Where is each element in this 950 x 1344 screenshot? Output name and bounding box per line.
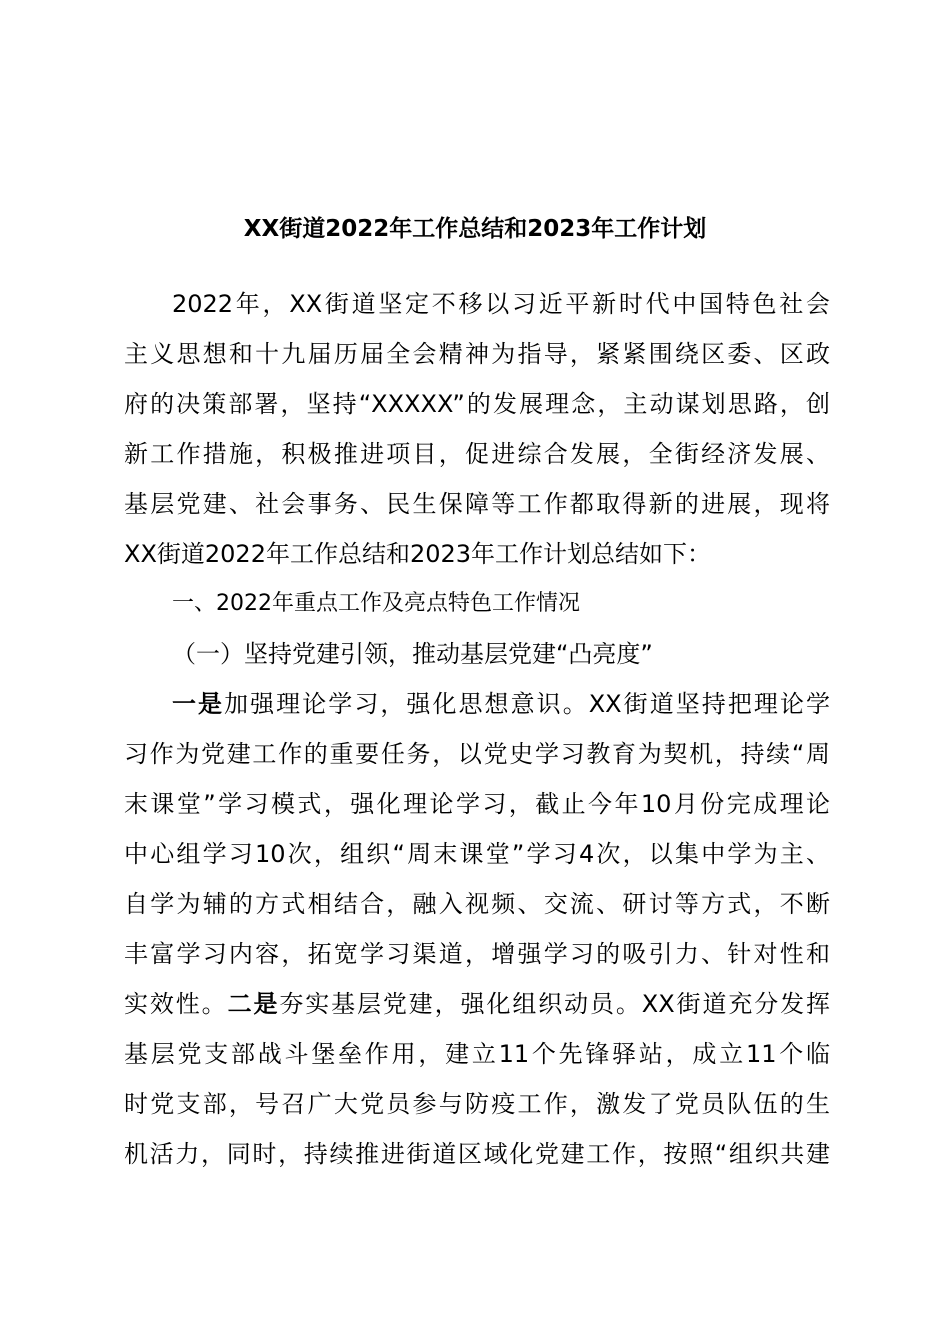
section-heading: 一、2022年重点工作及亮点特色工作情况	[172, 591, 580, 616]
document-title: XX街道2022年工作总结和2023年工作计划	[243, 216, 707, 242]
paragraph-text: 加强理论学习，强化思想意识。XX街道坚持把理论学	[224, 690, 830, 718]
paragraph-line: 基层党建、社会事务、民生保障等工作都取得新的进展，现将	[124, 490, 830, 518]
paragraph-text: 夯实基层党建，强化组织动员。XX街道充分发挥	[279, 990, 831, 1018]
paragraph-line	[124, 986, 830, 1022]
paragraph-line	[124, 686, 830, 722]
subsection-heading: （一）坚持党建引领，推动基层党建“凸亮度”	[172, 640, 653, 668]
paragraph-line: 自学为辅的方式相结合，融入视频、交流、研讨等方式，不断	[124, 890, 830, 918]
paragraph-line: XX街道2022年工作总结和2023年工作计划总结如下：	[124, 540, 712, 568]
paragraph-line: 时党支部，号召广大党员参与防疫工作，激发了党员队伍的生	[124, 1090, 830, 1118]
paragraph-line: 基层党支部战斗堡垒作用，建立11个先锋驿站，成立11个临	[124, 1040, 830, 1068]
paragraph-line: 中心组学习10次，组织“周末课堂”学习4次，以集中学为主、	[124, 840, 830, 868]
paragraph-line: 新工作措施，积极推进项目，促进综合发展，全街经济发展、	[124, 440, 830, 468]
bold-lead-text: 二是	[227, 990, 280, 1018]
paragraph-line: 丰富学习内容，拓宽学习渠道，增强学习的吸引力、针对性和	[124, 940, 830, 968]
paragraph-text: 实效性。	[124, 990, 228, 1018]
paragraph-line: 机活力，同时，持续推进街道区域化党建工作，按照“组织共建	[124, 1140, 830, 1168]
bold-lead-text: 一是	[172, 690, 225, 718]
paragraph-line: 末课堂”学习模式，强化理论学习，截止今年10月份完成理论	[124, 790, 830, 818]
paragraph-line: 习作为党建工作的重要任务，以党史学习教育为契机，持续“周	[124, 740, 830, 768]
paragraph-line: 主义思想和十九届历届全会精神为指导，紧紧围绕区委、区政	[124, 340, 830, 368]
paragraph-line: 2022年，XX街道坚定不移以习近平新时代中国特色社会	[172, 290, 830, 318]
paragraph-line: 府的决策部署，坚持“XXXXX”的发展理念，主动谋划思路，创	[124, 390, 830, 418]
